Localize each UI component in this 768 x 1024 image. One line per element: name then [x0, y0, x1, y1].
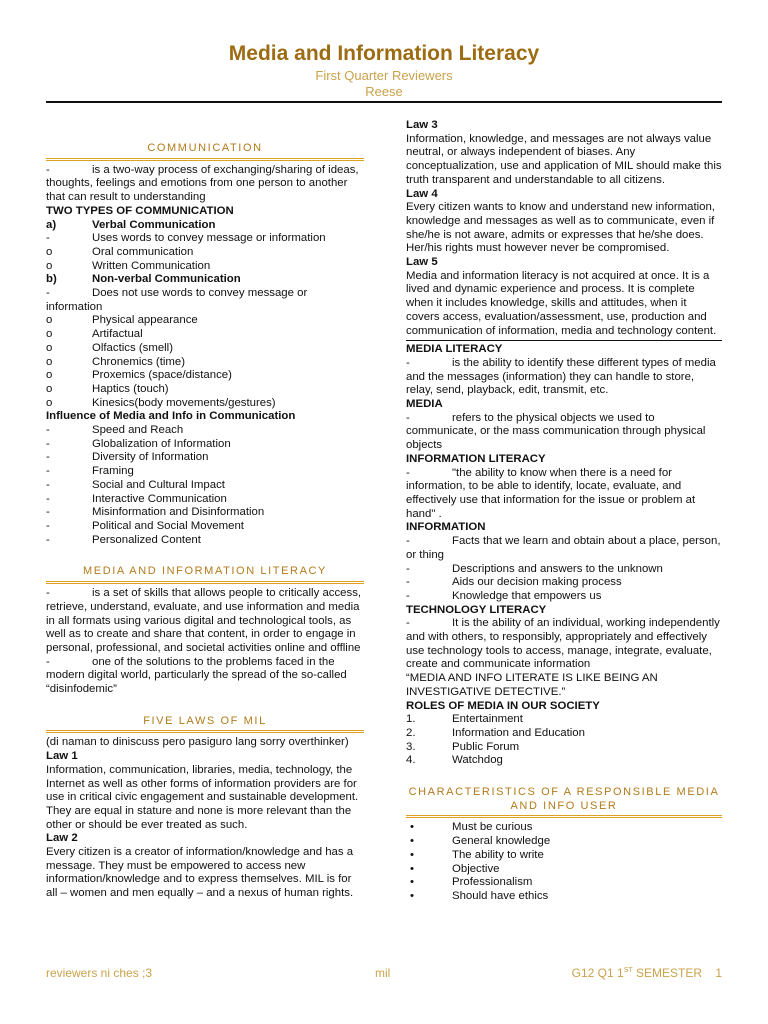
- list-item: o Written Communication: [46, 259, 211, 272]
- list-item: o Artifactual: [46, 328, 143, 341]
- law-text: Every citizen wants to know and understand new information, knowledge and messages as well as to communicate, even if she/he is not aware, admits or expresses that he/she does. Her/his rights must however never be compromised.: [406, 201, 719, 255]
- section-heading-characteristics: CHARACTERISTICS OF A RESPONSIBLE MEDIA AND INFO USER: [406, 786, 722, 818]
- law-text: Information, communication, libraries, media, technology, the Internet as well as other forms of information providers are for use in critical civic engagement and sustainable development. They are equal in stature and none is more relevant than the other or should be ever treated as such.: [46, 763, 362, 831]
- list-item: - Diversity of Information: [46, 451, 209, 464]
- term-title: ROLES OF MEDIA IN OUR SOCIETY: [406, 699, 600, 712]
- communication-definition: - is a two-way process of exchanging/sharing of ideas, thoughts, feelings and emotions from one person to another that can result to understanding: [46, 163, 362, 204]
- verbal-description: - Uses words to convey message or information: [46, 232, 326, 245]
- list-item: - Aids our decision making process: [406, 576, 622, 589]
- list-item: - Descriptions and answers to the unknown: [406, 562, 663, 575]
- list-item: o Kinesics(body movements/gestures): [46, 396, 276, 409]
- mil-paragraph: - is a set of skills that allows people to critically access, retrieve, understand, evaluate, and use information and media in all formats using various digital and technological tools, as well as to create and share that content, in order to engage in personal, professional, and societal activities online and offline: [46, 587, 365, 654]
- law-text: Information, knowledge, and messages are not always value neutral, or always independent of biases. Any conceptualization, use and application of MIL should make this truth transparent and understandable to all citizens.: [406, 132, 725, 186]
- list-item: - Facts that we learn and obtain about a place, person, or thing: [406, 535, 724, 561]
- list-item: o Chronemics (time): [46, 355, 186, 368]
- law-title: Law 3: [406, 119, 438, 131]
- list-item: - Framing: [46, 465, 134, 478]
- list-item: 1. Entertainment: [406, 713, 523, 726]
- law-title: Law 1: [46, 750, 78, 763]
- mil-paragraph: - one of the solutions to the problems faced in the modern digital world, particularly the spread of the so-called “disinfodemic”: [46, 655, 350, 696]
- list-item: - Globalization of Information: [46, 437, 231, 450]
- list-item: - Knowledge that empowers us: [406, 589, 602, 602]
- law-title: Law 5: [406, 256, 438, 269]
- list-item: - Speed and Reach: [46, 424, 184, 437]
- right-column: [406, 119, 725, 904]
- term-title: MEDIA LITERACY: [406, 343, 503, 356]
- footer-left: reviewers ni ches ;3: [46, 966, 153, 980]
- list-item: • General knowledge: [410, 835, 551, 848]
- law-title: Law 2: [46, 832, 78, 845]
- term-definition: - It is the ability of an individual, working independently and with others, to responsibly, appropriately and effectively use technology tools to access, manage, integrate, evaluate, create and communicate information: [406, 617, 724, 671]
- left-column: [46, 142, 364, 901]
- document-subtitle: First Quarter Reviewers: [315, 68, 453, 83]
- list-item: 2. Information and Education: [406, 726, 585, 739]
- list-item: - Misinformation and Disinformation: [46, 506, 265, 519]
- header-rule: [46, 101, 722, 103]
- law-text: Media and information literacy is not acquired at once. It is a lived and dynamic experience and process. It is complete when it includes knowledge, skills and attitudes, when it covers access, evaluation/assessment, use, production and communication of information, media and technology content.: [406, 269, 717, 337]
- types-heading: TWO TYPES OF COMMUNICATION: [46, 204, 234, 217]
- section-heading-communication: COMMUNICATION: [46, 142, 364, 161]
- list-item: • Must be curious: [410, 821, 533, 834]
- list-item: o Oral communication: [46, 245, 194, 258]
- list-item: o Physical appearance: [46, 314, 198, 327]
- document-author: Reese: [365, 84, 403, 99]
- list-item: - Social and Cultural Impact: [46, 478, 225, 491]
- section-heading-laws: FIVE LAWS OF MIL: [46, 715, 364, 734]
- document-title: Media and Information Literacy: [228, 42, 540, 65]
- list-item: o Haptics (touch): [46, 382, 169, 395]
- list-item: - Personalized Content: [46, 533, 201, 546]
- list-item: 3. Public Forum: [406, 740, 520, 753]
- nonverbal-heading: b) Non-verbal Communication: [46, 273, 241, 286]
- quote: “MEDIA AND INFO LITERATE IS LIKE BEING AN INVESTIGATIVE DETECTIVE.”: [406, 672, 661, 698]
- section-heading-mil: MEDIA AND INFORMATION LITERACY: [46, 565, 364, 584]
- verbal-heading: a) Verbal Communication: [46, 218, 216, 231]
- term-definition: - "the ability to know when there is a need for information, to be able to identify, locate, evaluate, and effectively use that information for the issue or problem at hand" .: [406, 466, 699, 520]
- footer-middle: mil: [375, 966, 391, 980]
- influence-heading: Influence of Media and Info in Communication: [46, 410, 296, 423]
- list-item: • Professionalism: [410, 876, 533, 889]
- law-text: Every citizen is a creator of information/knowledge and has a message. They must be empowered to access new information/knowledge and to express themselves. MIL is for all – women and men equally – and a nexus of human rights.: [46, 846, 357, 900]
- term-title: INFORMATION LITERACY: [406, 452, 546, 465]
- divider: [406, 340, 722, 341]
- laws-note: (di naman to diniscuss pero pasiguro lang sorry overthinker): [46, 736, 349, 749]
- list-item: o Olfactics (smell): [46, 341, 174, 354]
- list-item: • Objective: [410, 862, 500, 875]
- nonverbal-description: - Does not use words to convey message or information: [46, 287, 311, 313]
- list-item: - Interactive Communication: [46, 492, 227, 505]
- term-title: INFORMATION: [406, 521, 486, 534]
- term-title: TECHNOLOGY LITERACY: [406, 603, 547, 616]
- term-title: MEDIA: [406, 398, 443, 411]
- list-item: 4. Watchdog: [406, 754, 503, 767]
- term-definition: - refers to the physical objects we used to communicate, or the mass communication through physical objects: [406, 411, 709, 452]
- list-item: o Proxemics (space/distance): [46, 369, 232, 382]
- term-definition: - is the ability to identify these different types of media and the messages (information) they can handle to store, relay, send, playback, edit, transmit, etc.: [406, 356, 719, 397]
- law-title: Law 4: [406, 187, 438, 200]
- list-item: - Political and Social Movement: [46, 519, 244, 532]
- list-item: • The ability to write: [410, 848, 544, 861]
- footer-right: G12 Q1 1ST SEMESTER 1: [571, 966, 722, 980]
- list-item: • Should have ethics: [410, 889, 549, 902]
